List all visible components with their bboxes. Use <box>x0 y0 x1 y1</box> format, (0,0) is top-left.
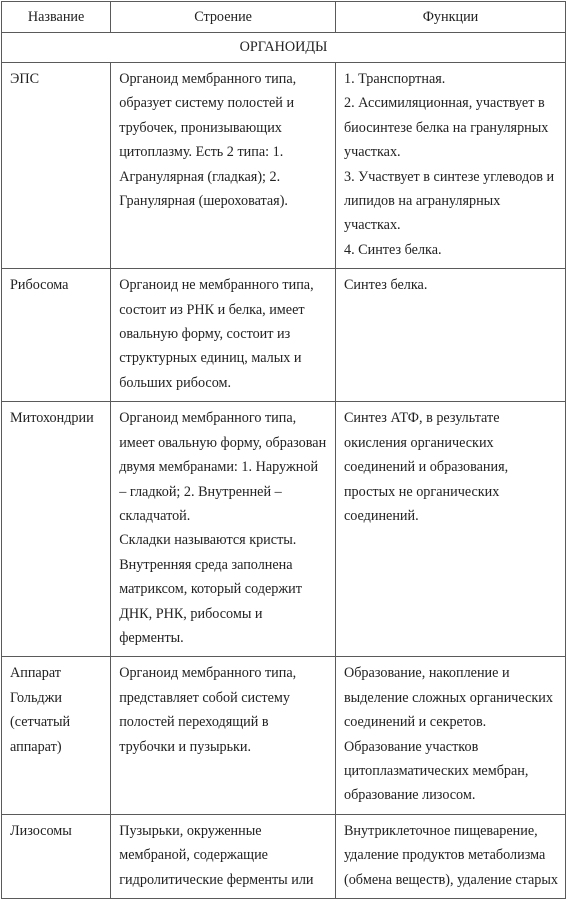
cell-name <box>2 402 111 657</box>
cell-functions-text <box>336 815 565 898</box>
cell-name <box>2 814 111 898</box>
cell-structure <box>111 402 336 657</box>
text-line: матриксом, который содержит <box>119 581 302 598</box>
header-functions: Функции <box>335 2 565 33</box>
cell-name-text <box>2 402 110 436</box>
cell-name <box>2 63 111 269</box>
text-line: Аппарат <box>10 665 61 682</box>
text-line: двумя мембранами: 1. Наружной <box>119 459 319 476</box>
cell-functions <box>335 657 565 814</box>
cell-structure-text <box>111 269 335 401</box>
text-line: трубочки и пузырьки. <box>119 738 252 755</box>
cell-structure-text <box>111 402 335 656</box>
text-line: соединений. <box>343 507 419 524</box>
text-line: Образование, накопление и <box>343 665 510 682</box>
cell-functions <box>335 814 565 898</box>
text-line: Органоид мембранного типа, <box>119 410 297 427</box>
text-line: Органоид мембранного типа, <box>119 71 297 87</box>
text-line: 4. Синтез белка. <box>343 241 442 258</box>
text-line: 1. Транспортная. <box>343 71 446 87</box>
header-structure: Строение <box>111 2 336 33</box>
section-title: ОРГАНОИДЫ <box>2 33 566 63</box>
text-line: Гранулярная (шероховатая). <box>119 193 288 210</box>
cell-structure-text <box>111 63 335 219</box>
text-line: цитоплазматических мембран, <box>343 762 529 779</box>
text-line: 2. Ассимиляционная, участвует в <box>343 95 545 112</box>
text-line: соединений и образования, <box>343 459 509 476</box>
text-line: липидов на агранулярных участках. <box>343 193 501 234</box>
cell-functions <box>335 63 565 269</box>
text-line: овальную форму, состоит из <box>119 326 291 343</box>
cell-name <box>2 657 111 814</box>
text-line: Внутриклеточное пищеварение, <box>343 822 538 839</box>
text-line: окисления органических <box>343 434 494 451</box>
text-line: образование лизосом. <box>343 787 476 804</box>
cell-functions-text <box>336 63 565 268</box>
text-line: структурных единиц, малых и <box>119 350 302 367</box>
text-line: ферменты. <box>119 629 184 646</box>
text-line: ЭПС <box>10 71 40 87</box>
text-line: складчатой. <box>119 507 191 524</box>
cell-structure <box>111 269 336 402</box>
section-row <box>2 33 566 63</box>
cell-name-text <box>2 815 110 849</box>
cell-functions-text <box>336 402 565 534</box>
text-line: Лизосомы <box>10 822 72 839</box>
text-line: удаление продуктов метаболизма <box>343 847 546 864</box>
text-line: имеет овальную форму, образован <box>119 434 327 451</box>
text-line: Рибосома <box>10 277 69 294</box>
cell-name-text <box>2 63 110 97</box>
cell-name <box>2 269 111 402</box>
text-line: представляет собой систему <box>119 689 290 706</box>
header-row <box>2 2 566 33</box>
table-row <box>2 63 566 269</box>
table-row <box>2 657 566 814</box>
text-line: мембраной, содержащие <box>119 847 268 864</box>
text-line: (сетчатый <box>10 714 71 731</box>
cell-name-text <box>2 657 110 765</box>
cell-structure <box>111 63 336 269</box>
text-line: – гладкой; 2. Внутренней – <box>119 483 282 500</box>
text-line: цитоплазму. Есть 2 типа: 1. <box>119 144 284 161</box>
cell-functions <box>335 402 565 657</box>
cell-functions-text <box>336 269 565 303</box>
text-line: биосинтезе белка на гранулярных <box>343 119 549 136</box>
cell-name-text <box>2 269 110 303</box>
text-line: Синтез АТФ, в результате <box>343 410 500 427</box>
cell-functions <box>335 269 565 402</box>
text-line: Агранулярная (гладкая); 2. <box>119 168 281 185</box>
cell-structure <box>111 814 336 898</box>
text-line: ДНК, РНК, рибосомы и <box>119 605 263 622</box>
text-line: полостей переходящий в <box>119 714 269 731</box>
text-line: (обмена веществ), удаление старых <box>343 871 559 888</box>
header-name: Название <box>2 2 111 33</box>
text-line: Внутренняя среда заполнена <box>119 556 293 573</box>
text-line: Образование участков <box>343 738 479 755</box>
text-line: Синтез белка. <box>343 277 428 294</box>
text-line: Органоид мембранного типа, <box>119 665 297 682</box>
cell-structure-text <box>111 815 335 898</box>
text-line: 3. Участвует в синтезе углеводов и <box>343 168 555 185</box>
organoids-table <box>1 1 566 899</box>
text-line: простых не органических <box>343 483 500 500</box>
text-line: Складки называются кристы. <box>119 532 297 549</box>
table-row <box>2 402 566 657</box>
text-line: больших рибосом. <box>119 374 232 391</box>
text-line: трубочек, пронизывающих <box>119 119 282 136</box>
table-row <box>2 814 566 898</box>
cell-structure <box>111 657 336 814</box>
text-line: участках. <box>343 144 401 161</box>
text-line: Пузырьки, окруженные <box>119 822 262 839</box>
table-row <box>2 269 566 402</box>
text-line: Гольджи <box>10 689 63 706</box>
text-line: образует систему полостей и <box>119 95 295 112</box>
text-line: гидролитические ферменты или <box>119 871 314 888</box>
text-line: выделение сложных органических <box>343 689 553 706</box>
text-line: Органоид не мембранного типа, <box>119 277 314 294</box>
text-line: соединений и секретов. <box>343 714 487 731</box>
text-line: Митохондрии <box>10 410 94 427</box>
cell-functions-text <box>336 657 565 813</box>
cell-structure-text <box>111 657 335 765</box>
text-line: аппарат) <box>10 738 62 755</box>
text-line: состоит из РНК и белка, имеет <box>119 301 305 318</box>
